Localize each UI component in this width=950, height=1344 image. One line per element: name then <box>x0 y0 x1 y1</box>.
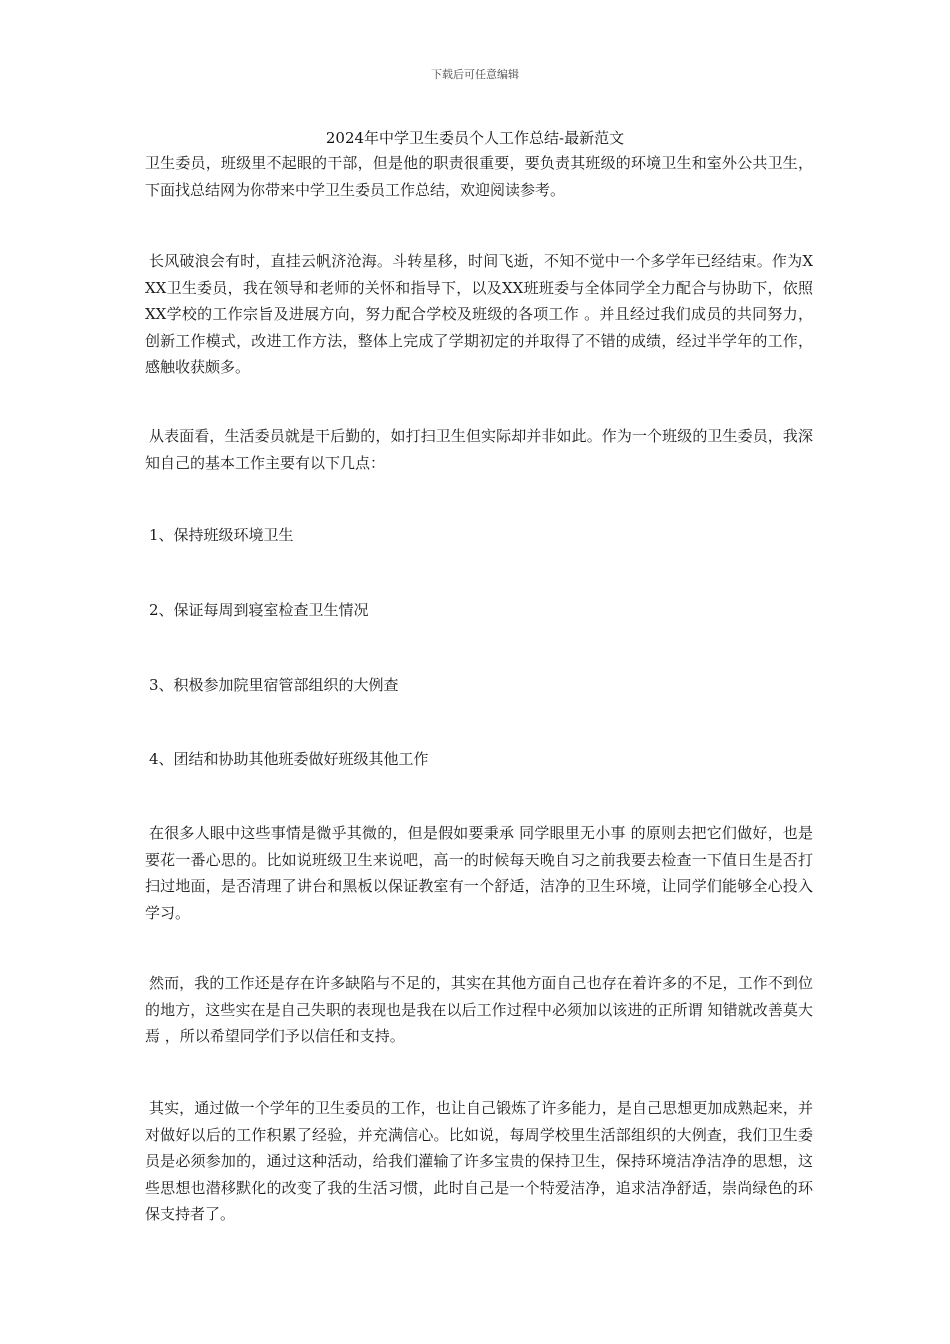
paragraph-2: 从表面看，生活委员就是干后勤的，如打扫卫生但实际却并非如此。作为一个班级的卫生委员，我深知自己的基本工作主要有以下几点： <box>145 427 813 472</box>
intro-paragraph: 卫生委员，班级里不起眼的干部，但是他的职责很重要，要负责其班级的环境卫生和室外公共卫生，下面找总结网为你带来中学卫生委员工作总结，欢迎阅读参考。 <box>145 154 813 199</box>
list-item-2: 2、保证每周到寝室检查卫生情况 <box>149 601 369 619</box>
document-title: 2024年中学卫生委员个人工作总结-最新范文 <box>325 129 625 147</box>
paragraph-5: 其实，通过做一个学年的卫生委员的工作，也让自己锻炼了许多能力，是自己思想更加成熟起来，并对做好以后的工作积累了经验，并充满信心。比如说，每周学校里生活部组织的大例查，我们卫生委员是必须参加的，通过这种活动，给我们灌输了许多宝贵的保持卫生，保持环境洁净洁净的思想，这些思想也潜移默化的改变了我的生活习惯，此时自己是一个特爱洁净，追求洁净舒适，崇尚绿色的环保支持者了。 <box>145 1099 813 1223</box>
paragraph-1: 长风破浪会有时，直挂云帆济沧海。斗转星移，时间飞逝，不知不觉中一个多学年已经结束。作为XXX卫生委员，我在领导和老师的关怀和指导下，以及XX班班委与全体同学全力配合与协助下，依照XX学校的工作宗旨及进展方向，努力配合学校及班级的各项工作 。并且经过我们成员的共同努力，创新工作模式，改进工作方法，整体上完成了学期初定的并取得了不错的成绩，经过半学年的工作，感触收获颇多。 <box>145 252 813 376</box>
list-item-4: 4、团结和协助其他班委做好班级其他工作 <box>149 750 429 768</box>
paragraph-3: 在很多人眼中这些事情是微乎其微的，但是假如要秉承 同学眼里无小事 的原则去把它们做好，也是要花一番心思的。比如说班级卫生来说吧，高一的时候每天晚自习之前我要去检查一下值日生是否打扫过地面，是否清理了讲台和黑板以保证教室有一个舒适，洁净的卫生环境，让同学们能够全心投入学习。 <box>145 824 813 922</box>
header-note: 下载后可任意编辑 <box>431 68 519 81</box>
paragraph-4: 然而，我的工作还是存在许多缺陷与不足的，其实在其他方面自己也存在着许多的不足，工作不到位的地方，这些实在是自己失职的表现也是我在以后工作过程中必须加以该进的正所谓 知错就改善莫大焉 ，所以希望同学们予以信任和支持。 <box>145 974 813 1045</box>
list-item-1: 1、保持班级环境卫生 <box>149 526 294 544</box>
list-item-3: 3、积极参加院里宿管部组织的大例查 <box>149 676 399 694</box>
